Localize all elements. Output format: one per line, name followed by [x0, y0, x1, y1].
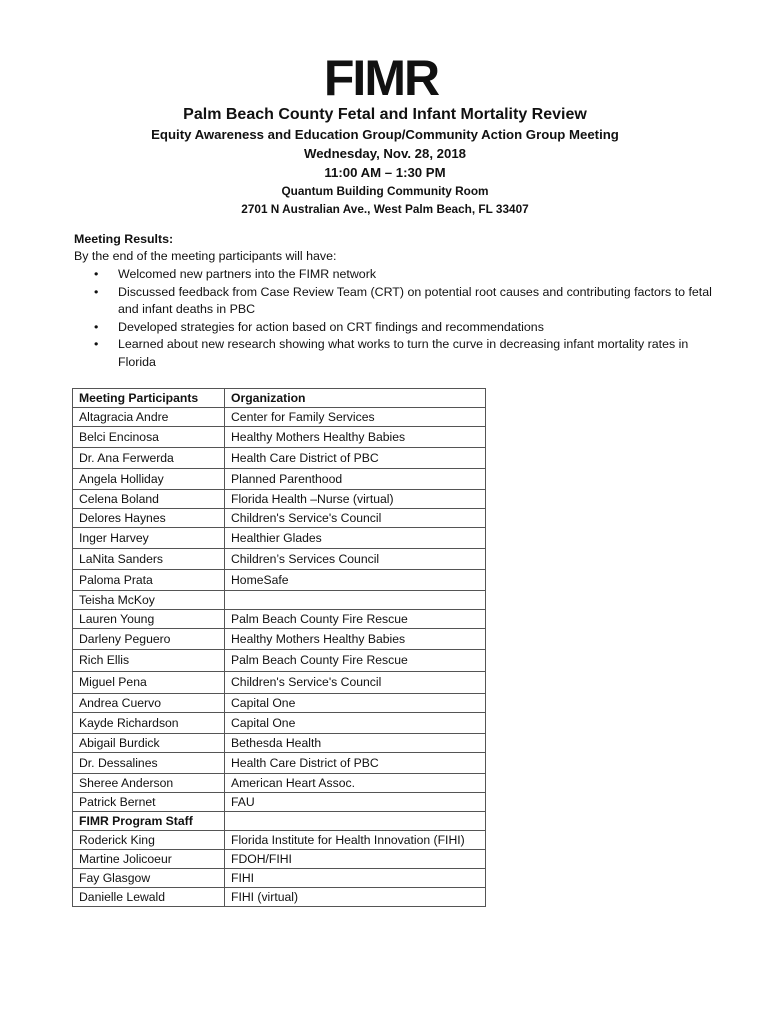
table-row	[73, 591, 486, 610]
participant-name: Miguel Pena	[73, 672, 225, 694]
results-list	[74, 266, 714, 372]
table-row	[73, 734, 486, 753]
participant-name: Andrea Cuervo	[73, 694, 225, 713]
table-row	[73, 528, 486, 549]
participant-org: Florida Health –Nurse (virtual)	[225, 490, 486, 509]
participant-org: American Heart Assoc.	[225, 774, 486, 793]
table-header-row	[73, 389, 486, 408]
participant-org: Planned Parenthood	[225, 469, 486, 490]
staff-name: Roderick King	[73, 831, 225, 850]
table-row	[73, 888, 486, 907]
table-row	[73, 713, 486, 734]
table-row	[73, 774, 486, 793]
column-header-organization: Organization	[225, 389, 486, 408]
participant-name: Belci Encinosa	[73, 427, 225, 448]
table-row	[73, 650, 486, 672]
participant-name: Kayde Richardson	[73, 713, 225, 734]
table-row	[73, 427, 486, 448]
table-row	[73, 570, 486, 591]
participant-name: Dr. Dessalines	[73, 753, 225, 774]
participant-org: Healthy Mothers Healthy Babies	[225, 629, 486, 650]
table-row	[73, 850, 486, 869]
participant-name: Rich Ellis	[73, 650, 225, 672]
participant-org	[225, 591, 486, 610]
fimr-logo-text: FIMR	[323, 51, 439, 99]
meeting-date: Wednesday, Nov. 28, 2018	[304, 146, 466, 161]
list-item: • Developed strategies for action based on CRT findings and recommendations	[74, 319, 714, 337]
participant-name: Celena Boland	[73, 490, 225, 509]
table-row	[73, 629, 486, 650]
participant-name: Darleny Peguero	[73, 629, 225, 650]
participant-name: Teisha McKoy	[73, 591, 225, 610]
table-row	[73, 793, 486, 812]
participant-org: Healthy Mothers Healthy Babies	[225, 427, 486, 448]
participant-org: Children's Service's Council	[225, 672, 486, 694]
table-row	[73, 753, 486, 774]
participant-name: Inger Harvey	[73, 528, 225, 549]
participant-name: Lauren Young	[73, 610, 225, 629]
participant-name: Angela Holliday	[73, 469, 225, 490]
staff-org: FIHI (virtual)	[225, 888, 486, 907]
participant-org: FAU	[225, 793, 486, 812]
table-row	[73, 831, 486, 850]
table-row	[73, 610, 486, 629]
table-row	[73, 869, 486, 888]
table-row	[73, 469, 486, 490]
participant-name: Delores Haynes	[73, 509, 225, 528]
fimr-logo	[306, 51, 456, 99]
participant-org: Bethesda Health	[225, 734, 486, 753]
participant-org: Healthier Glades	[225, 528, 486, 549]
results-intro: By the end of the meeting participants will have:	[74, 249, 337, 263]
staff-heading-org	[225, 812, 486, 831]
results-heading: Meeting Results:	[74, 232, 174, 246]
participant-org: Health Care District of PBC	[225, 753, 486, 774]
staff-heading: FIMR Program Staff	[73, 812, 225, 831]
participant-org: Palm Beach County Fire Rescue	[225, 650, 486, 672]
participant-org: Capital One	[225, 694, 486, 713]
meeting-address: 2701 N Australian Ave., West Palm Beach, FL 33407	[241, 202, 529, 216]
table-row	[73, 694, 486, 713]
staff-name: Fay Glasgow	[73, 869, 225, 888]
meeting-time: 11:00 AM – 1:30 PM	[324, 165, 446, 180]
staff-name: Danielle Lewald	[73, 888, 225, 907]
staff-name: Martine Jolicoeur	[73, 850, 225, 869]
participant-org: Capital One	[225, 713, 486, 734]
participant-org: Center for Family Services	[225, 408, 486, 427]
staff-section-row	[73, 812, 486, 831]
participants-table	[72, 388, 486, 907]
participant-name: Abigail Burdick	[73, 734, 225, 753]
participant-org: Health Care District of PBC	[225, 448, 486, 469]
participant-org: HomeSafe	[225, 570, 486, 591]
list-item: • Discussed feedback from Case Review Team (CRT) on potential root causes and contributing factors to fetal and infant deaths in PBC	[74, 284, 714, 319]
staff-org: Florida Institute for Health Innovation (FIHI)	[225, 831, 486, 850]
table-row	[73, 549, 486, 570]
table-row	[73, 490, 486, 509]
list-item: • Learned about new research showing what works to turn the curve in decreasing infant mortality rates in Florida	[74, 336, 714, 371]
participant-name: Sheree Anderson	[73, 774, 225, 793]
participant-name: Patrick Bernet	[73, 793, 225, 812]
list-item: • Welcomed new partners into the FIMR network	[74, 266, 714, 284]
staff-org: FDOH/FIHI	[225, 850, 486, 869]
document-title: Palm Beach County Fetal and Infant Mortality Review	[183, 106, 587, 123]
column-header-participants: Meeting Participants	[73, 389, 225, 408]
table-row	[73, 448, 486, 469]
participant-name: Paloma Prata	[73, 570, 225, 591]
table-row	[73, 509, 486, 528]
participant-name: LaNita Sanders	[73, 549, 225, 570]
participant-org: Children's Service's Council	[225, 509, 486, 528]
participant-org: Palm Beach County Fire Rescue	[225, 610, 486, 629]
participant-name: Dr. Ana Ferwerda	[73, 448, 225, 469]
participant-name: Altagracia Andre	[73, 408, 225, 427]
table-row	[73, 408, 486, 427]
participant-org: Children’s Services Council	[225, 549, 486, 570]
table-row	[73, 672, 486, 694]
staff-org: FIHI	[225, 869, 486, 888]
meeting-location: Quantum Building Community Room	[281, 184, 489, 198]
meeting-subtitle: Equity Awareness and Education Group/Community Action Group Meeting	[151, 127, 619, 142]
